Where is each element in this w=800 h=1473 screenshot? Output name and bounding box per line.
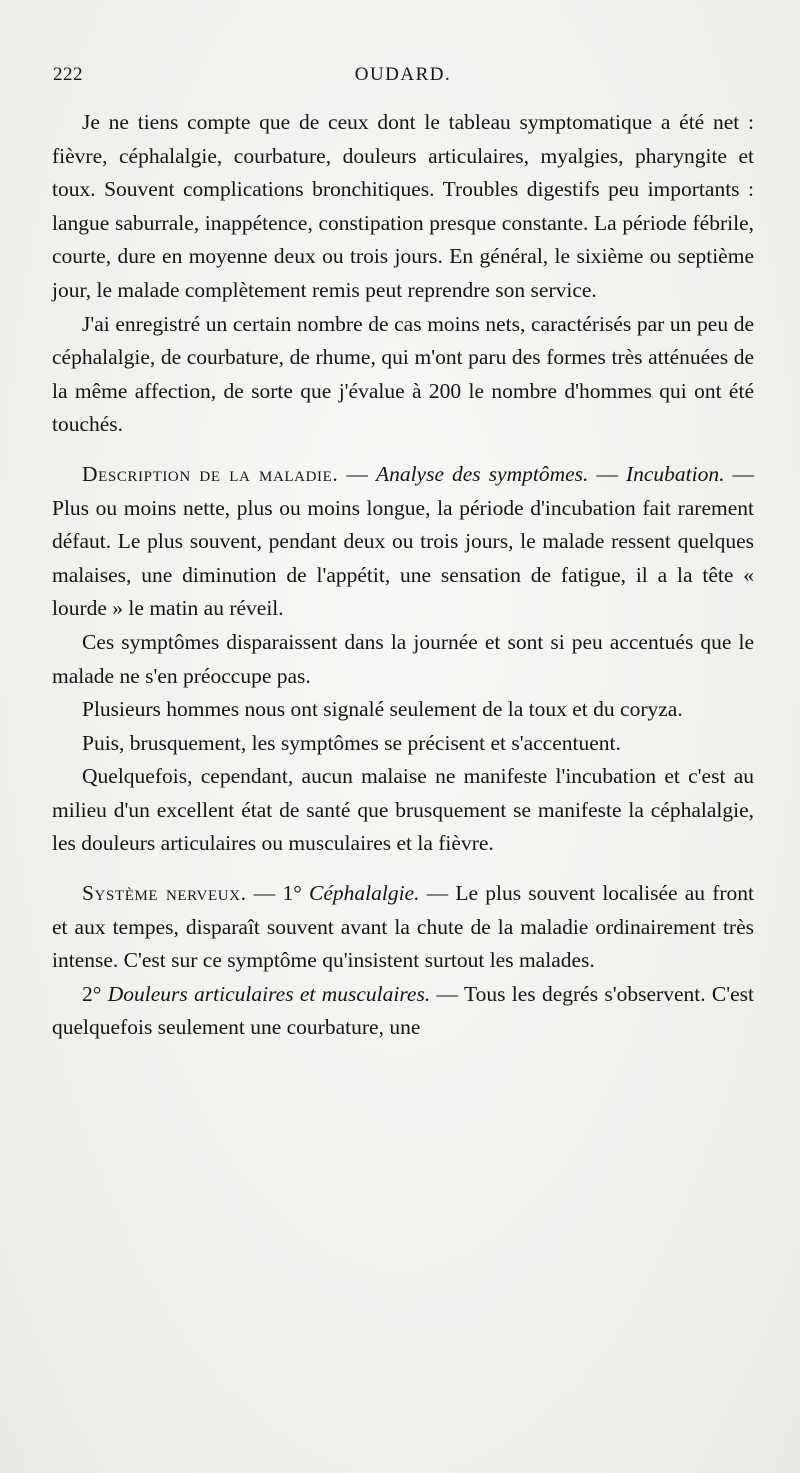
section-heading: Description de la maladie. — [82, 461, 339, 486]
paragraph-text: Quelquefois, cependant, aucun malaise ne manifeste l'incubation et c'est au milieu d'un excellent état de santé que brusquement se manifeste la céphalalgie, les douleurs articulaires ou musculaires et la fièvre. — [52, 764, 754, 856]
paragraph — [52, 308, 754, 442]
paragraph-text: Ces symptômes disparaissent dans la journée et sont si peu accentués que le malade ne s'en préoccupe pas. — [52, 629, 754, 688]
dash: — — [430, 981, 464, 1006]
page-number: 222 — [53, 64, 83, 85]
section-subheading: Douleurs articulaires et musculaires. — [107, 981, 431, 1006]
dash: — — [724, 461, 755, 486]
dash: — — [588, 461, 626, 486]
paragraph-text: Plusieurs hommes nous ont signalé seulement de la toux et du coryza. — [82, 697, 683, 722]
dash: — — [338, 461, 376, 486]
paragraph-text: J'ai enregistré un certain nombre de cas moins nets, caractérisés par un peu de céphalalgie, de courbature, de rhume, qui m'ont paru des formes très atténuées de la même affection, de sorte que j'évalue à 200 le nombre d'hommes qui ont été touchés. — [52, 311, 754, 437]
paragraph-text: Je ne tiens compte que de ceux dont le tableau symptomatique a été net : fièvre, céphalalgie, courbature, douleurs articulaires, myalgies, pharyngite et toux. Souvent complications bronchitiques. Troubles digestifs peu importants : langue saburrale, inappétence, constipation presque constante. La période fébrile, courte, dure en moyenne deux ou trois jours. En général, le sixième ou septième jour, le malade complètement remis peut reprendre son service. — [52, 110, 754, 302]
paragraph — [52, 693, 754, 727]
paragraph — [52, 978, 754, 1045]
section-paragraph — [52, 458, 754, 626]
dash: — — [246, 881, 283, 906]
section-subheading: Céphalalgie. — [309, 881, 420, 906]
section-numeral: 1° — [282, 881, 302, 906]
page-header — [53, 64, 753, 94]
paragraph — [52, 106, 754, 308]
paragraph-text: Tous les degrés s'observent. C'est quelquefois seulement une courbature, une — [52, 981, 755, 1040]
paragraph — [52, 727, 754, 761]
running-head: OUDARD. — [354, 64, 452, 85]
section-subsubheading: Incubation. — [625, 461, 725, 486]
body-text — [52, 106, 754, 1045]
section-paragraph — [52, 877, 754, 978]
paragraph-text: Le plus souvent localisée au front et aux tempes, disparaît souvent avant la chute de la maladie ordinairement très intense. C'est sur ce symptôme qu'insistent surtout les malades. — [52, 881, 754, 973]
paragraph-text: Puis, brusquement, les symptômes se précisent et s'accentuent. — [82, 730, 621, 755]
section-subheading: Analyse des symptômes. — [375, 461, 589, 486]
paragraph-text: Plus ou moins nette, plus ou moins longue, la période d'incubation fait rarement défaut. Le plus souvent, pendant deux ou trois jours, le malade ressent quelques malaises, une diminution de l'appétit, une sensation de fatigue, il a la tête « lourde » le matin au réveil. — [52, 495, 754, 621]
section-numeral: 2° — [82, 981, 102, 1006]
paragraph — [52, 760, 754, 861]
section-heading: Système nerveux. — [82, 881, 247, 906]
dash: — — [419, 881, 456, 906]
paragraph — [52, 626, 754, 693]
